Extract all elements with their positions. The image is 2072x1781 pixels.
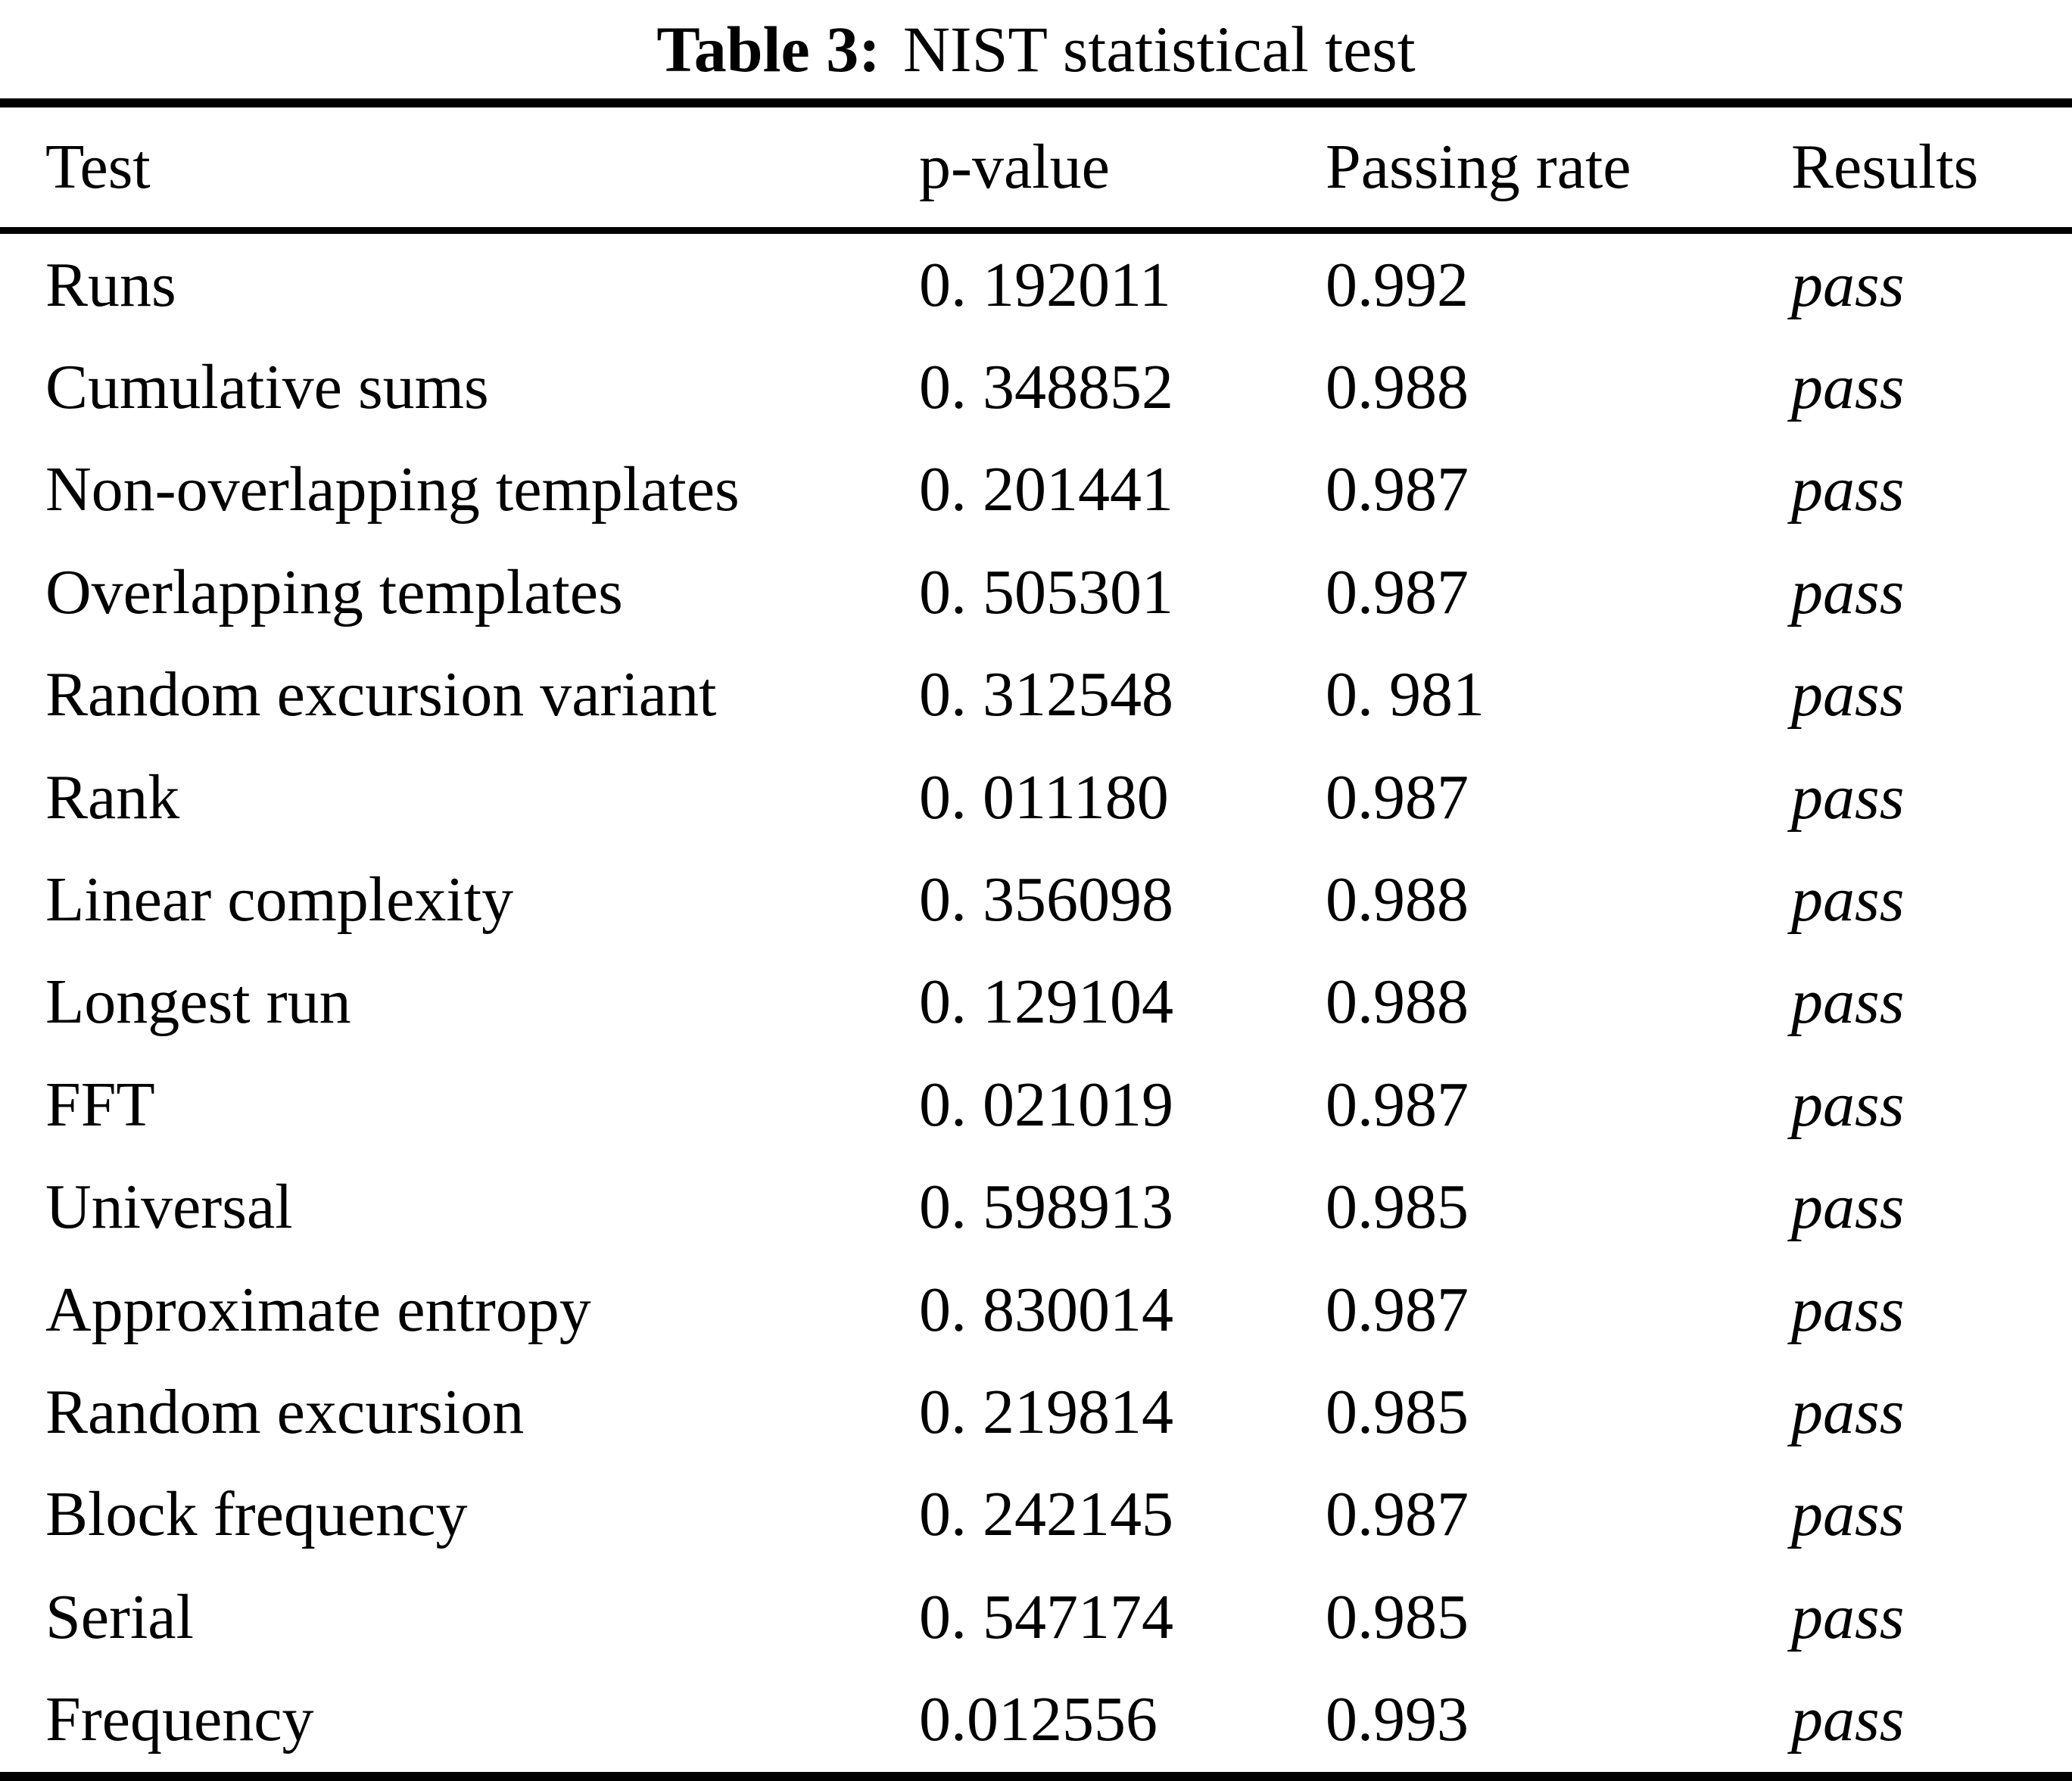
cell-p-value: 0. 598913 xyxy=(919,1172,1173,1243)
cell-test-name: Frequency xyxy=(45,1684,314,1755)
cell-p-value: 0. 356098 xyxy=(919,864,1173,936)
cell-result: pass xyxy=(1791,761,1905,833)
cell-result: pass xyxy=(1791,352,1905,423)
caption-label: Table 3: xyxy=(656,13,880,86)
column-header-passing-rate: Passing rate xyxy=(1326,132,1631,202)
table-row xyxy=(0,1259,2072,1361)
cell-test-name: Cumulative sums xyxy=(45,352,489,423)
cell-p-value: 0. 505301 xyxy=(919,556,1173,627)
table-row xyxy=(0,336,2072,438)
cell-p-value: 0. 129104 xyxy=(919,967,1173,1038)
cell-test-name: Runs xyxy=(45,249,176,320)
caption-text: NIST statistical test xyxy=(902,13,1416,86)
table-row xyxy=(0,848,2072,951)
table-row xyxy=(0,1464,2072,1566)
column-header-results: Results xyxy=(1791,132,1979,202)
cell-result: pass xyxy=(1791,967,1905,1038)
cell-test-name: Random excursion variant xyxy=(45,659,717,730)
cell-test-name: Approximate entropy xyxy=(45,1274,591,1345)
cell-result: pass xyxy=(1791,864,1905,936)
cell-result: pass xyxy=(1791,454,1905,525)
column-header-p-value: p-value xyxy=(919,132,1110,202)
column-header-test: Test xyxy=(45,132,151,202)
cell-passing-rate: 0.987 xyxy=(1326,454,1469,525)
cell-passing-rate: 0.992 xyxy=(1326,249,1469,320)
cell-passing-rate: 0.988 xyxy=(1326,864,1469,936)
cell-passing-rate: 0.985 xyxy=(1326,1172,1469,1243)
header-rule xyxy=(0,227,2072,234)
cell-test-name: Block frequency xyxy=(45,1479,468,1550)
cell-passing-rate: 0.988 xyxy=(1326,352,1469,423)
cell-result: pass xyxy=(1791,1684,1905,1755)
table-caption xyxy=(0,0,2072,98)
cell-test-name: Rank xyxy=(45,761,180,833)
cell-result: pass xyxy=(1791,1376,1905,1447)
table-row xyxy=(0,1668,2072,1770)
cell-result: pass xyxy=(1791,1479,1905,1550)
cell-result: pass xyxy=(1791,1274,1905,1345)
table-row xyxy=(0,1361,2072,1463)
cell-test-name: Longest run xyxy=(45,967,351,1038)
cell-passing-rate: 0.985 xyxy=(1326,1581,1469,1652)
cell-p-value: 0. 242145 xyxy=(919,1479,1173,1550)
cell-result: pass xyxy=(1791,249,1905,320)
table-body xyxy=(0,234,2072,1772)
table-row xyxy=(0,1054,2072,1156)
cell-p-value: 0. 219814 xyxy=(919,1376,1173,1447)
cell-result: pass xyxy=(1791,556,1905,627)
cell-test-name: FFT xyxy=(45,1069,155,1140)
cell-passing-rate: 0. 981 xyxy=(1326,659,1485,730)
table-row xyxy=(0,746,2072,848)
cell-test-name: Non-overlapping templates xyxy=(45,454,740,525)
cell-passing-rate: 0.987 xyxy=(1326,1069,1469,1140)
cell-result: pass xyxy=(1791,1069,1905,1140)
cell-p-value: 0. 312548 xyxy=(919,659,1173,730)
cell-passing-rate: 0.987 xyxy=(1326,556,1469,627)
cell-test-name: Serial xyxy=(45,1581,194,1652)
cell-passing-rate: 0.993 xyxy=(1326,1684,1469,1755)
cell-test-name: Overlapping templates xyxy=(45,556,623,627)
cell-test-name: Random excursion xyxy=(45,1376,525,1447)
table-row xyxy=(0,234,2072,336)
cell-passing-rate: 0.988 xyxy=(1326,967,1469,1038)
cell-p-value: 0. 011180 xyxy=(919,761,1169,833)
table-row xyxy=(0,1157,2072,1259)
cell-passing-rate: 0.985 xyxy=(1326,1376,1469,1447)
cell-result: pass xyxy=(1791,1581,1905,1652)
table-row xyxy=(0,1566,2072,1668)
table-row xyxy=(0,541,2072,643)
cell-p-value: 0. 201441 xyxy=(919,454,1173,525)
cell-p-value: 0. 192011 xyxy=(919,249,1171,320)
bottom-rule xyxy=(0,1772,2072,1781)
table-row xyxy=(0,439,2072,541)
table-row xyxy=(0,644,2072,746)
top-rule xyxy=(0,98,2072,107)
cell-p-value: 0. 348852 xyxy=(919,352,1173,423)
cell-passing-rate: 0.987 xyxy=(1326,1274,1469,1345)
cell-p-value: 0.012556 xyxy=(919,1684,1158,1755)
cell-p-value: 0. 547174 xyxy=(919,1581,1173,1652)
cell-result: pass xyxy=(1791,659,1905,730)
table-row xyxy=(0,951,2072,1054)
cell-p-value: 0. 021019 xyxy=(919,1069,1173,1140)
cell-result: pass xyxy=(1791,1172,1905,1243)
cell-passing-rate: 0.987 xyxy=(1326,1479,1469,1550)
cell-passing-rate: 0.987 xyxy=(1326,761,1469,833)
cell-test-name: Linear complexity xyxy=(45,864,514,936)
cell-p-value: 0. 830014 xyxy=(919,1274,1173,1345)
header-row xyxy=(0,107,2072,227)
cell-test-name: Universal xyxy=(45,1172,293,1243)
